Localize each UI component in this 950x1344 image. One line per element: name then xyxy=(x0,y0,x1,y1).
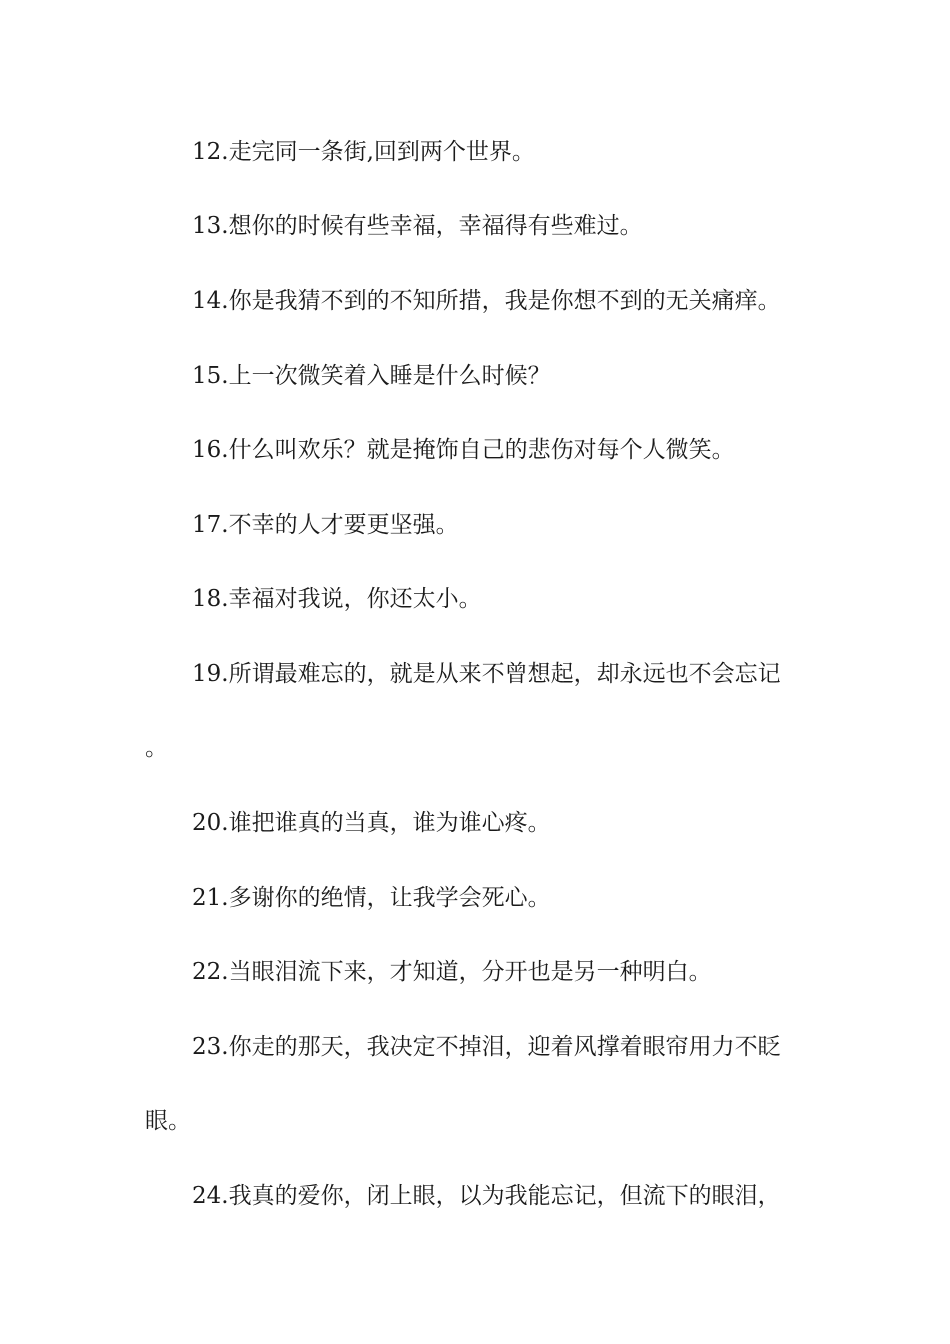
paragraph-line-21: 21.多谢你的绝情，让我学会死心。 xyxy=(192,885,551,911)
paragraph-line-24: 24.我真的爱你，闭上眼，以为我能忘记，但流下的眼泪， xyxy=(192,1183,781,1209)
paragraph-line-18: 18.幸福对我说，你还太小。 xyxy=(192,586,482,612)
paragraph-line-23: 23.你走的那天，我决定不掉泪，迎着风撑着眼帘用力不眨 xyxy=(192,1034,781,1060)
paragraph-line-19: 19.所谓最难忘的，就是从来不曾想起，却永远也不会忘记 xyxy=(192,661,781,687)
paragraph-line-17: 17.不幸的人才要更坚强。 xyxy=(192,512,459,538)
paragraph-line-20: 20.谁把谁真的当真，谁为谁心疼。 xyxy=(192,810,551,836)
paragraph-line-23-continuation: 眼。 xyxy=(145,1108,191,1134)
paragraph-line-13: 13.想你的时候有些幸福，幸福得有些难过。 xyxy=(192,213,643,239)
paragraph-line-12: 12.走完同一条街,回到两个世界。 xyxy=(192,139,535,165)
paragraph-line-19-continuation: 。 xyxy=(145,735,168,761)
paragraph-line-15: 15.上一次微笑着入睡是什么时候？ xyxy=(192,363,551,389)
paragraph-line-14: 14.你是我猜不到的不知所措，我是你想不到的无关痛痒。 xyxy=(192,288,781,314)
paragraph-line-22: 22.当眼泪流下来，才知道，分开也是另一种明白。 xyxy=(192,959,712,985)
paragraph-line-16: 16.什么叫欢乐？就是掩饰自己的悲伤对每个人微笑。 xyxy=(192,437,735,463)
